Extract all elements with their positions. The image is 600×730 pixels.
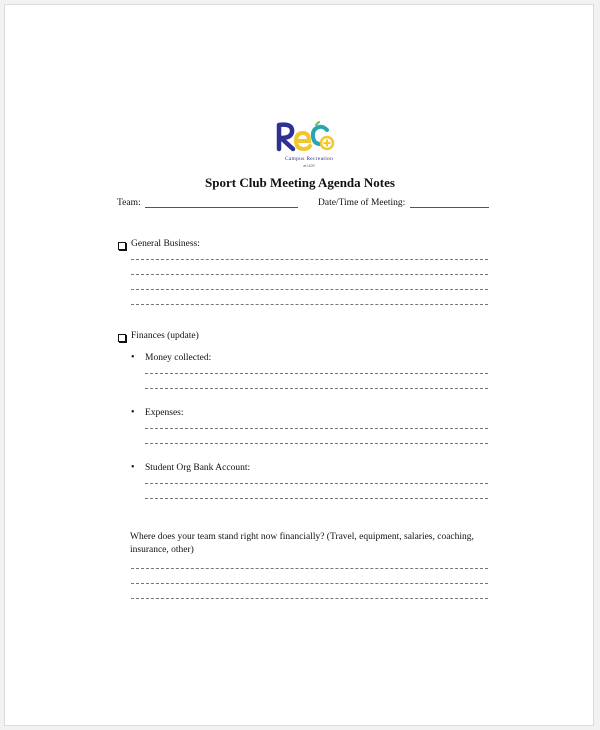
- logo-subtitle: Campus Recreation: [284, 156, 334, 162]
- expenses-label: Expenses:: [145, 408, 184, 418]
- bank-account-line-1[interactable]: [145, 483, 488, 484]
- bullet-icon: •: [131, 407, 135, 418]
- general-business-line-3[interactable]: [131, 289, 488, 290]
- rec-logo-icon: [269, 119, 349, 179]
- date-time-label: Date/Time of Meeting:: [318, 198, 406, 208]
- general-business-line-2[interactable]: [131, 274, 488, 275]
- general-business-line-4[interactable]: [131, 304, 488, 305]
- logo-tagline: at UCR: [303, 164, 315, 168]
- date-time-field[interactable]: [410, 207, 489, 208]
- finances-label: Finances (update): [131, 331, 199, 341]
- team-field[interactable]: [145, 207, 298, 208]
- bank-account-line-2[interactable]: [145, 498, 488, 499]
- financial-question-text: Where does your team stand right now financially? (Travel, equipment, salaries, coaching, insurance, other): [130, 532, 474, 555]
- checkbox-icon[interactable]: [118, 334, 126, 342]
- financial-question-line-1[interactable]: [131, 568, 488, 569]
- expenses-line-2[interactable]: [145, 443, 488, 444]
- expenses-line-1[interactable]: [145, 428, 488, 429]
- document-page: [4, 4, 594, 726]
- money-collected-line-1[interactable]: [145, 373, 488, 374]
- general-business-line-1[interactable]: [131, 259, 488, 260]
- page-title: Sport Club Meeting Agenda Notes: [205, 175, 395, 190]
- campus-rec-logo: [269, 119, 349, 179]
- general-business-label: General Business:: [131, 239, 200, 249]
- financial-question-line-2[interactable]: [131, 583, 488, 584]
- bullet-icon: •: [131, 462, 135, 473]
- team-label: Team:: [117, 198, 141, 208]
- money-collected-label: Money collected:: [145, 353, 212, 363]
- money-collected-line-2[interactable]: [145, 388, 488, 389]
- bullet-icon: •: [131, 352, 135, 363]
- bank-account-label: Student Org Bank Account:: [145, 463, 251, 473]
- checkbox-icon[interactable]: [118, 242, 126, 250]
- financial-question-line-3[interactable]: [131, 598, 488, 599]
